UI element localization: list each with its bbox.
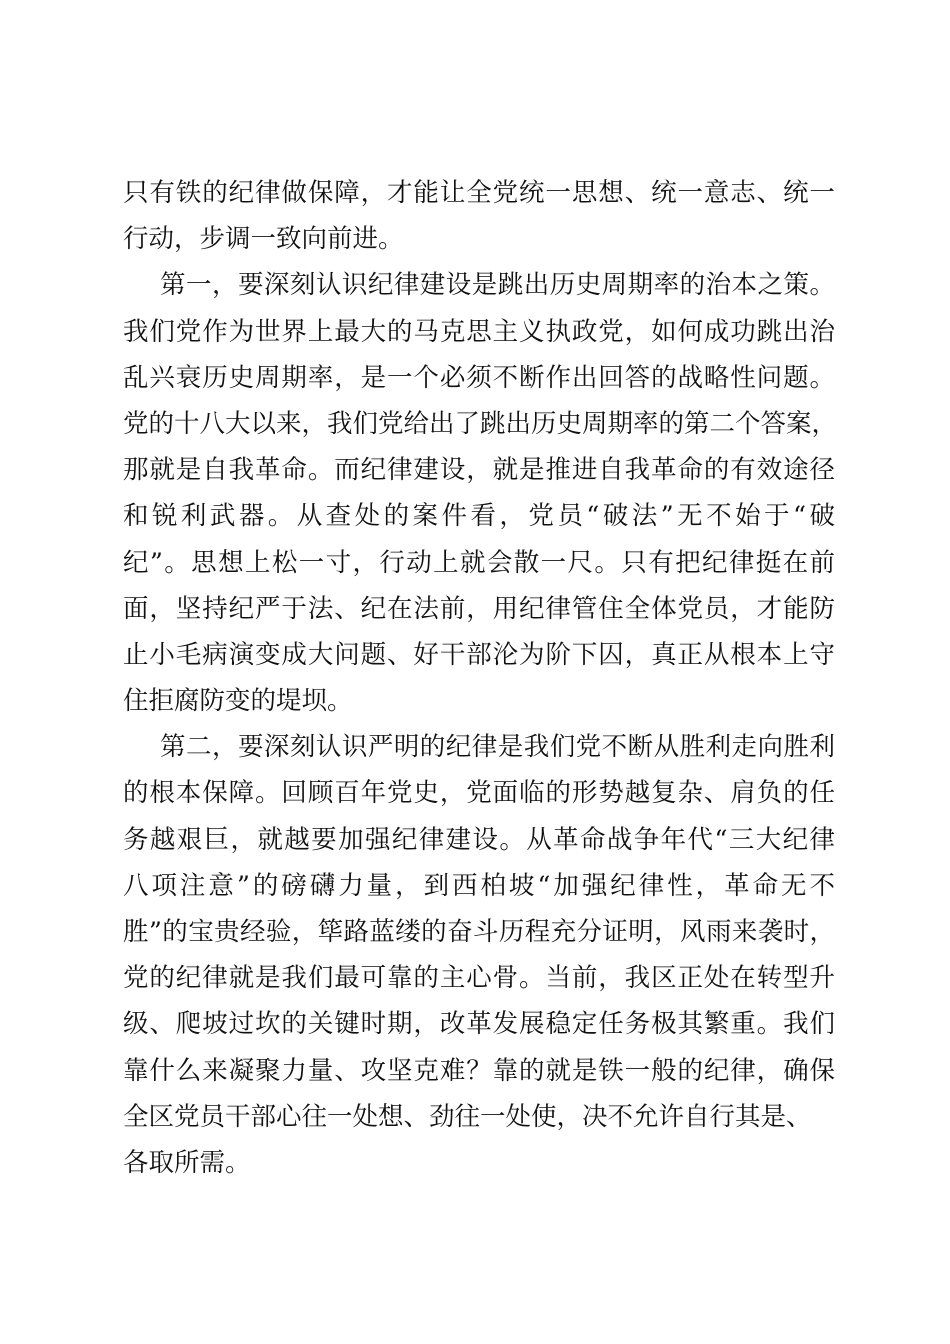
text-line: 纪”。思想上松一寸，行动上就会散一尺。只有把纪律挺在前 [123, 547, 835, 578]
text-line: 我们党作为世界上最大的马克思主义执政党，如何成功跳出治 [123, 316, 835, 347]
text-line: 党的纪律就是我们最可靠的主心骨。当前，我区正处在转型升 [123, 963, 835, 994]
text-line: 只有铁的纪律做保障，才能让全党统一思想、统一意志、统一 [123, 178, 835, 208]
text-line: 胜”的宝贵经验，筚路蓝缕的奋斗历程充分证明，风雨来袭时， [123, 917, 835, 947]
text-line: 八项注意”的磅礴力量，到西柏坡“加强纪律性，革命无不 [123, 870, 835, 901]
text-line: 级、爬坡过坎的关键时期，改革发展稳定任务极其繁重。我们 [123, 1009, 835, 1040]
text-line: 住拒腐防变的堤坝。 [123, 686, 353, 717]
text-line: 务越艰巨，就越要加强纪律建设。从革命战争年代“三大纪律 [123, 824, 835, 855]
text-line: 乱兴衰历史周期率，是一个必须不断作出回答的战略性问题。 [123, 362, 835, 393]
paragraph-first-line: 第二，要深刻认识严明的纪律是我们党不断从胜利走向胜利 [160, 732, 835, 763]
text-line: 止小毛病演变成大问题、好干部沦为阶下囚，真正从根本上守 [123, 639, 835, 670]
text-line: 各取所需。 [123, 1147, 251, 1178]
text-line: 靠什么来凝聚力量、攻坚克难？靠的就是铁一般的纪律，确保 [123, 1055, 835, 1086]
paragraph-first-line: 第一，要深刻认识纪律建设是跳出历史周期率的治本之策。 [160, 270, 835, 301]
text-line: 行动，步调一致向前进。 [123, 224, 404, 255]
text-line: 的根本保障。回顾百年党史，党面临的形势越复杂、肩负的任 [123, 778, 835, 809]
text-line: 党的十八大以来，我们党给出了跳出历史周期率的第二个答案， [123, 408, 838, 439]
body-text [123, 170, 838, 1186]
text-line: 全区党员干部心往一处想、劲往一处使，决不允许自行其是、 [123, 1101, 812, 1132]
text-line: 面，坚持纪严于法、纪在法前，用纪律管住全体党员，才能防 [123, 593, 835, 624]
text-line: 那就是自我革命。而纪律建设，就是推进自我革命的有效途径 [123, 455, 835, 486]
text-line: 和锐利武器。从查处的案件看，党员“破法”无不始于“破 [123, 501, 835, 532]
